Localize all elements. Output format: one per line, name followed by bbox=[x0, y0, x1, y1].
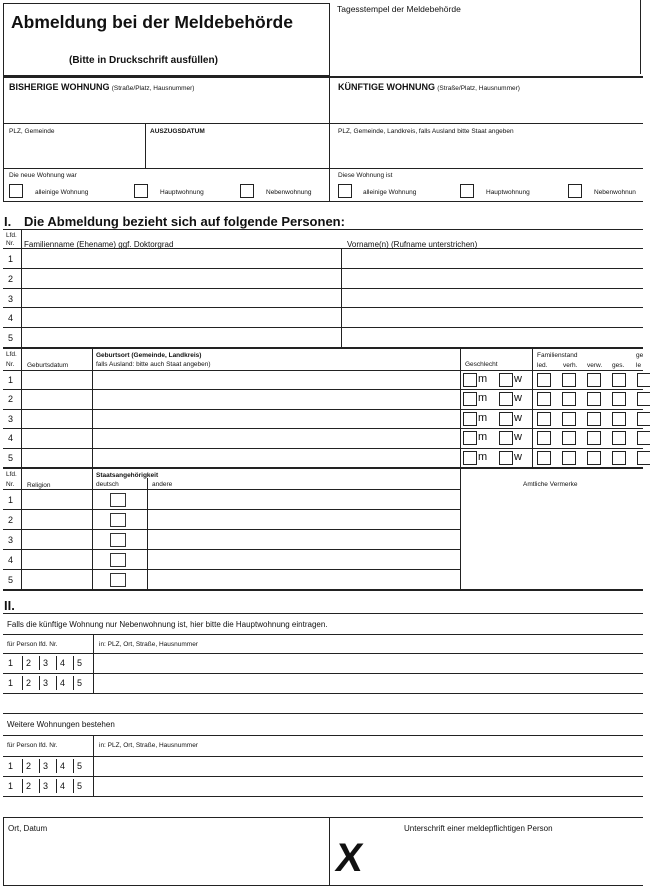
fs-verw-checkbox[interactable] bbox=[587, 451, 601, 465]
religion-input[interactable] bbox=[25, 572, 87, 587]
fs-verw: verw. bbox=[587, 362, 603, 369]
prev-address-title: BISHERIGE WOHNUNG bbox=[9, 82, 110, 92]
familienname-input[interactable] bbox=[25, 271, 335, 286]
future-neben-label: Nebenwohnun bbox=[594, 189, 636, 196]
divider bbox=[3, 268, 643, 269]
section1-number: I. bbox=[4, 214, 12, 229]
vorname-header: Vorname(n) (Rufname unterstrichen) bbox=[347, 240, 478, 249]
person-number-option[interactable]: 3 bbox=[43, 658, 49, 668]
divider bbox=[3, 288, 643, 289]
person-number-option[interactable]: 1 bbox=[8, 658, 14, 668]
divider bbox=[3, 589, 643, 591]
divider bbox=[3, 885, 643, 886]
deutsch-checkbox[interactable] bbox=[110, 553, 126, 567]
divider bbox=[39, 759, 40, 773]
staatsang-header: Staatsangehörigkeit bbox=[96, 472, 159, 479]
divider bbox=[56, 656, 57, 670]
ort-datum-label: Ort, Datum bbox=[8, 824, 48, 833]
sex-w-checkbox[interactable] bbox=[499, 412, 513, 426]
deutsch-checkbox[interactable] bbox=[110, 533, 126, 547]
familienname-header: Familienname (Ehename) ggf. Doktorgrad bbox=[24, 240, 174, 249]
section2-heading: II. bbox=[4, 598, 15, 613]
divider bbox=[3, 713, 643, 714]
divider bbox=[22, 759, 23, 773]
address-input[interactable] bbox=[98, 759, 638, 774]
divider bbox=[3, 529, 460, 530]
sex-m-label: m bbox=[478, 373, 488, 385]
divider bbox=[93, 634, 94, 694]
person-number-option[interactable]: 4 bbox=[60, 781, 66, 791]
fuer-person-label: für Person lfd. Nr. bbox=[7, 641, 58, 648]
lfd-label: Lfd. bbox=[6, 351, 17, 358]
divider bbox=[532, 347, 533, 467]
divider bbox=[3, 248, 643, 249]
divider bbox=[3, 509, 460, 510]
familienname-input[interactable] bbox=[25, 251, 335, 266]
row-number: 5 bbox=[8, 333, 14, 343]
row-number: 2 bbox=[8, 394, 14, 404]
divider bbox=[147, 478, 148, 589]
person-number-option[interactable]: 2 bbox=[26, 678, 32, 688]
fs-led: led. bbox=[537, 362, 548, 369]
row-number: 5 bbox=[8, 575, 14, 585]
person-number-option[interactable]: 2 bbox=[26, 658, 32, 668]
row-number: 3 bbox=[8, 414, 14, 424]
divider bbox=[22, 676, 23, 690]
row-number: 2 bbox=[8, 274, 14, 284]
person-number-option[interactable]: 3 bbox=[43, 761, 49, 771]
fs-verh-checkbox[interactable] bbox=[562, 431, 576, 445]
andere-input[interactable] bbox=[151, 512, 455, 527]
deutsch-header: deutsch bbox=[96, 481, 119, 488]
signature-mark[interactable]: X bbox=[332, 836, 366, 880]
divider bbox=[3, 389, 643, 390]
divider bbox=[3, 489, 460, 490]
divider bbox=[3, 673, 643, 674]
row-number: 1 bbox=[8, 375, 14, 385]
sex-m-label: m bbox=[478, 412, 488, 424]
person-number-option[interactable]: 4 bbox=[60, 761, 66, 771]
future-address-hint: (Straße/Platz, Hausnummer) bbox=[437, 85, 520, 92]
page-title: Abmeldung bei der Meldebehörde bbox=[11, 12, 293, 32]
row-number: 3 bbox=[8, 294, 14, 304]
sex-w-label: w bbox=[514, 431, 522, 443]
vorname-input[interactable] bbox=[346, 271, 636, 286]
divider bbox=[22, 779, 23, 793]
person-number-option[interactable]: 1 bbox=[8, 781, 14, 791]
future-plz-label: PLZ, Gemeinde, Landkreis, falls Ausland bitte Staat angeben bbox=[338, 128, 514, 135]
haupt-hint: Falls die künftige Wohnung nur Nebenwohnung ist, hier bitte die Hauptwohnung eintragen. bbox=[7, 620, 328, 629]
fs-verh: verh. bbox=[563, 362, 578, 369]
sex-m-label: m bbox=[478, 392, 488, 404]
row-number: 4 bbox=[8, 433, 14, 443]
fs-led-checkbox[interactable] bbox=[537, 412, 551, 426]
unterschrift-label: Unterschrift einer meldepflichtigen Person bbox=[404, 824, 553, 833]
fs-ges-checkbox[interactable] bbox=[612, 373, 626, 387]
future-plz-input[interactable] bbox=[338, 142, 638, 160]
divider bbox=[3, 634, 643, 635]
prev-alleinige-label: alleinige Wohnung bbox=[35, 189, 89, 196]
future-address-title: KÜNFTIGE WOHNUNG bbox=[338, 82, 435, 92]
nr-label: Nr. bbox=[6, 361, 15, 368]
divider bbox=[39, 656, 40, 670]
divider bbox=[56, 779, 57, 793]
person-number-option[interactable]: 2 bbox=[26, 781, 32, 791]
divider bbox=[3, 735, 643, 736]
divider bbox=[3, 76, 4, 201]
fs-verw-checkbox[interactable] bbox=[587, 373, 601, 387]
section1-heading: Die Abmeldung bezieht sich auf folgende Personen: bbox=[24, 214, 345, 229]
divider bbox=[3, 370, 643, 371]
row-number: 1 bbox=[8, 495, 14, 505]
fs-led-checkbox[interactable] bbox=[537, 392, 551, 406]
divider bbox=[92, 347, 93, 467]
future-haupt-checkbox[interactable] bbox=[460, 184, 474, 198]
weitere-label: Weitere Wohnungen bestehen bbox=[7, 720, 115, 729]
divider bbox=[329, 817, 330, 885]
fs-verh-checkbox[interactable] bbox=[562, 373, 576, 387]
religion-input[interactable] bbox=[25, 552, 87, 567]
divider bbox=[3, 123, 643, 124]
future-alleinige-checkbox[interactable] bbox=[338, 184, 352, 198]
prev-haupt-checkbox[interactable] bbox=[134, 184, 148, 198]
row-number: 4 bbox=[8, 555, 14, 565]
divider bbox=[73, 779, 74, 793]
divider bbox=[39, 779, 40, 793]
prev-plz-input[interactable] bbox=[9, 142, 139, 160]
divider bbox=[21, 347, 22, 467]
divider bbox=[73, 759, 74, 773]
divider bbox=[3, 549, 460, 550]
stamp-label: Tagesstempel der Meldebehörde bbox=[337, 4, 461, 14]
future-haupt-label: Hauptwohnung bbox=[486, 189, 530, 196]
person-number-option[interactable]: 4 bbox=[60, 658, 66, 668]
sex-m-checkbox[interactable] bbox=[463, 431, 477, 445]
divider bbox=[3, 448, 643, 449]
row-number: 2 bbox=[8, 515, 14, 525]
row-number: 3 bbox=[8, 535, 14, 545]
prev-street-input[interactable] bbox=[9, 98, 319, 116]
in-plz-label: in: PLZ, Ort, Straße, Hausnummer bbox=[99, 742, 198, 749]
geschlecht-header: Geschlecht bbox=[465, 361, 498, 368]
person-number-option[interactable]: 4 bbox=[60, 678, 66, 688]
divider bbox=[3, 776, 643, 777]
person-number-option[interactable]: 5 bbox=[77, 658, 83, 668]
fs-ges-checkbox[interactable] bbox=[612, 392, 626, 406]
row-number: 5 bbox=[8, 453, 14, 463]
in-plz-label: in: PLZ, Ort, Straße, Hausnummer bbox=[99, 641, 198, 648]
lfd-label: Lfd. bbox=[6, 232, 17, 239]
person-number-option[interactable]: 5 bbox=[77, 781, 83, 791]
fs-more-checkbox[interactable] bbox=[637, 412, 650, 426]
prev-plz-label: PLZ, Gemeinde bbox=[9, 128, 55, 135]
sex-w-checkbox[interactable] bbox=[499, 373, 513, 387]
sex-w-checkbox[interactable] bbox=[499, 431, 513, 445]
ort-datum-input[interactable] bbox=[10, 845, 320, 867]
divider bbox=[3, 653, 643, 654]
fuer-person-label: für Person lfd. Nr. bbox=[7, 742, 58, 749]
fs-cut1: ge bbox=[636, 352, 644, 359]
sex-w-checkbox[interactable] bbox=[499, 392, 513, 406]
familienname-input[interactable] bbox=[25, 330, 335, 345]
divider bbox=[3, 467, 643, 469]
deutsch-checkbox[interactable] bbox=[110, 573, 126, 587]
divider bbox=[3, 569, 460, 570]
fs-ges-checkbox[interactable] bbox=[612, 412, 626, 426]
row-number: 1 bbox=[8, 254, 14, 264]
deutsch-checkbox[interactable] bbox=[110, 513, 126, 527]
divider bbox=[460, 347, 461, 467]
fs-more-checkbox[interactable] bbox=[637, 431, 650, 445]
fs-verw-checkbox[interactable] bbox=[587, 431, 601, 445]
divider bbox=[21, 467, 22, 589]
sex-w-label: w bbox=[514, 392, 522, 404]
familienstand-header: Familienstand bbox=[537, 352, 578, 359]
divider bbox=[329, 76, 330, 201]
fs-verh-checkbox[interactable] bbox=[562, 451, 576, 465]
divider bbox=[3, 76, 643, 78]
divider bbox=[3, 693, 643, 694]
religion-header: Religion bbox=[27, 482, 51, 489]
fs-ges-checkbox[interactable] bbox=[612, 431, 626, 445]
andere-input[interactable] bbox=[151, 572, 455, 587]
divider bbox=[3, 347, 643, 349]
prev-neben-label: Nebenwohnung bbox=[266, 189, 312, 196]
andere-input[interactable] bbox=[151, 532, 455, 547]
amtliche-vermerke: Amtliche Vermerke bbox=[523, 481, 578, 488]
address-input[interactable] bbox=[98, 656, 638, 671]
religion-input[interactable] bbox=[25, 512, 87, 527]
fs-more-checkbox[interactable] bbox=[637, 392, 650, 406]
divider bbox=[3, 817, 643, 818]
divider bbox=[3, 428, 643, 429]
fs-led-checkbox[interactable] bbox=[537, 451, 551, 465]
fs-led-checkbox[interactable] bbox=[537, 373, 551, 387]
fs-ges: ges. bbox=[612, 362, 625, 369]
future-neben-checkbox[interactable] bbox=[568, 184, 582, 198]
vorname-input[interactable] bbox=[346, 330, 636, 345]
familienname-input[interactable] bbox=[25, 291, 335, 306]
divider bbox=[341, 248, 342, 347]
new-flat-was-label: Die neue Wohnung war bbox=[9, 172, 77, 179]
future-street-input[interactable] bbox=[338, 98, 638, 116]
sex-w-checkbox[interactable] bbox=[499, 451, 513, 465]
future-address-label bbox=[338, 82, 520, 93]
person-number-option[interactable]: 5 bbox=[77, 678, 83, 688]
geburtsort-header: Geburtsort (Gemeinde, Landkreis) bbox=[96, 352, 202, 359]
divider bbox=[460, 467, 461, 589]
fs-led-checkbox[interactable] bbox=[537, 431, 551, 445]
row-number: 4 bbox=[8, 313, 14, 323]
fs-verw-checkbox[interactable] bbox=[587, 392, 601, 406]
divider bbox=[3, 817, 4, 885]
divider bbox=[3, 201, 643, 202]
address-input[interactable] bbox=[98, 779, 638, 794]
vorname-input[interactable] bbox=[346, 310, 636, 325]
fs-verw-checkbox[interactable] bbox=[587, 412, 601, 426]
lfd-label: Lfd. bbox=[6, 471, 17, 478]
address-input[interactable] bbox=[98, 676, 638, 691]
divider bbox=[145, 123, 146, 168]
auszug-label: AUSZUGSDATUM bbox=[150, 128, 205, 135]
person-number-option[interactable]: 1 bbox=[8, 678, 14, 688]
nr-label: Nr. bbox=[6, 240, 15, 247]
divider bbox=[39, 676, 40, 690]
page-subtitle: (Bitte in Druckschrift ausfüllen) bbox=[69, 55, 218, 66]
geburtsdatum-header: Geburtsdatum bbox=[27, 362, 69, 369]
fs-verh-checkbox[interactable] bbox=[562, 392, 576, 406]
fs-more-checkbox[interactable] bbox=[637, 373, 650, 387]
fs-more-checkbox[interactable] bbox=[637, 451, 650, 465]
fs-ges-checkbox[interactable] bbox=[612, 451, 626, 465]
familienname-input[interactable] bbox=[25, 310, 335, 325]
sex-w-label: w bbox=[514, 451, 522, 463]
sex-m-checkbox[interactable] bbox=[463, 373, 477, 387]
auszug-date-input[interactable] bbox=[150, 142, 320, 160]
fs-cut2: le bbox=[636, 362, 642, 369]
divider bbox=[3, 409, 643, 410]
person-number-option[interactable]: 2 bbox=[26, 761, 32, 771]
divider bbox=[93, 735, 94, 797]
prev-haupt-label: Hauptwohnung bbox=[160, 189, 204, 196]
andere-header: andere bbox=[152, 481, 173, 488]
this-flat-is-label: Diese Wohnung ist bbox=[338, 172, 393, 179]
divider bbox=[3, 613, 643, 614]
nr-label: Nr. bbox=[6, 481, 15, 488]
religion-input[interactable] bbox=[25, 492, 87, 507]
person-number-option[interactable]: 1 bbox=[8, 761, 14, 771]
divider bbox=[3, 168, 643, 169]
sex-m-checkbox[interactable] bbox=[463, 451, 477, 465]
divider bbox=[56, 676, 57, 690]
vorname-input[interactable] bbox=[346, 291, 636, 306]
sex-m-label: m bbox=[478, 431, 488, 443]
divider bbox=[3, 796, 643, 797]
person-number-option[interactable]: 3 bbox=[43, 781, 49, 791]
divider bbox=[56, 759, 57, 773]
religion-input[interactable] bbox=[25, 532, 87, 547]
divider bbox=[92, 467, 93, 589]
divider bbox=[73, 676, 74, 690]
divider bbox=[3, 756, 643, 757]
person-number-option[interactable]: 5 bbox=[77, 761, 83, 771]
geburtsort-hint: falls Ausland: bitte auch Staat angeben) bbox=[96, 361, 211, 368]
andere-input[interactable] bbox=[151, 552, 455, 567]
sex-m-checkbox[interactable] bbox=[463, 392, 477, 406]
andere-input[interactable] bbox=[151, 492, 455, 507]
deutsch-checkbox[interactable] bbox=[110, 493, 126, 507]
sex-w-label: w bbox=[514, 373, 522, 385]
prev-neben-checkbox[interactable] bbox=[240, 184, 254, 198]
divider bbox=[640, 0, 641, 74]
person-number-option[interactable]: 3 bbox=[43, 678, 49, 688]
sex-m-checkbox[interactable] bbox=[463, 412, 477, 426]
fs-verh-checkbox[interactable] bbox=[562, 412, 576, 426]
prev-alleinige-checkbox[interactable] bbox=[9, 184, 23, 198]
divider bbox=[3, 229, 643, 230]
divider bbox=[3, 327, 643, 328]
divider bbox=[22, 656, 23, 670]
divider bbox=[73, 656, 74, 670]
prev-address-label bbox=[9, 82, 194, 93]
vorname-input[interactable] bbox=[346, 251, 636, 266]
sex-w-label: w bbox=[514, 412, 522, 424]
divider bbox=[3, 307, 643, 308]
prev-address-hint: (Straße/Platz, Hausnummer) bbox=[111, 85, 195, 92]
sex-m-label: m bbox=[478, 451, 488, 463]
future-alleinige-label: alleinige Wohnung bbox=[363, 189, 417, 196]
